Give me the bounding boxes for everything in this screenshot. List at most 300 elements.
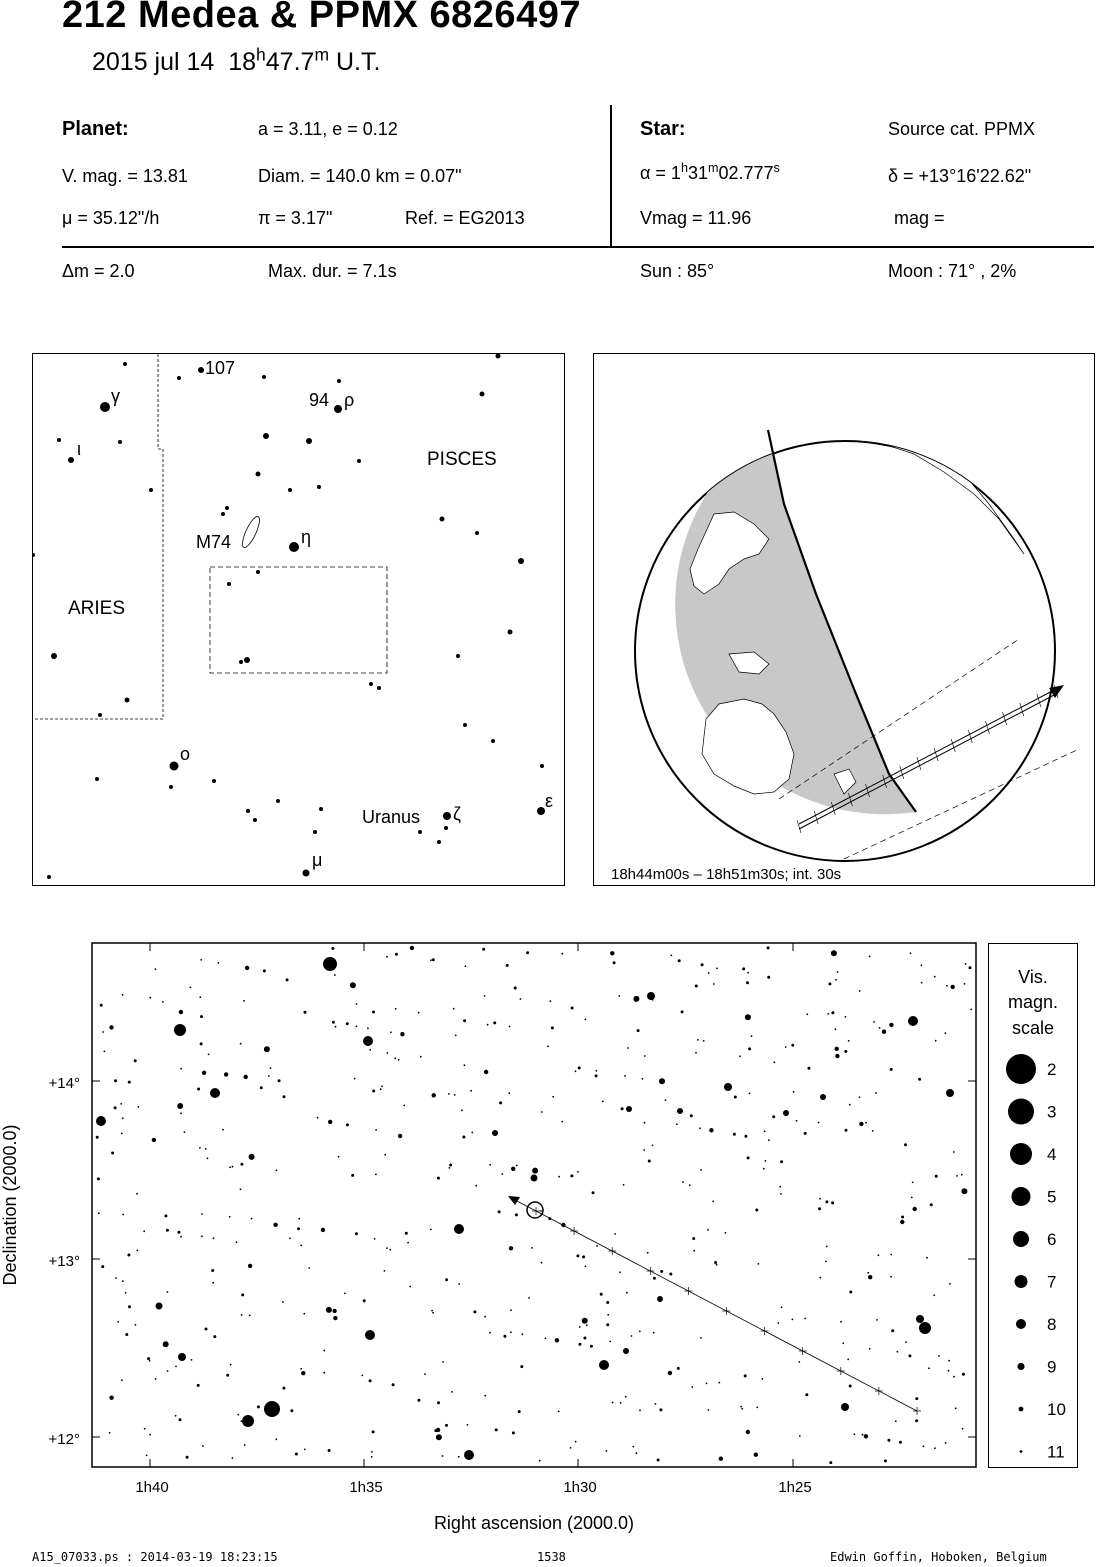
chart-star [210, 1088, 220, 1098]
chart-star [740, 1406, 742, 1408]
chart-star [297, 1227, 300, 1230]
chart-star [290, 1409, 293, 1412]
chart-star [690, 1114, 693, 1117]
chart-star [918, 1078, 921, 1081]
chart-star [606, 1301, 609, 1304]
scale-value-10: 10 [1047, 1400, 1066, 1419]
chart-star [747, 972, 749, 974]
chart-star [623, 1348, 629, 1354]
chart-star [455, 1035, 457, 1037]
scale-items [1006, 1054, 1066, 1462]
chart-star [596, 1245, 598, 1247]
field-star [463, 723, 467, 727]
chart-star [434, 1429, 437, 1432]
chart-star [935, 1175, 938, 1178]
chart-star [879, 1027, 881, 1029]
chart-star [767, 976, 770, 979]
chart-star [577, 1171, 579, 1173]
chart-star [371, 1456, 373, 1458]
chart-star [394, 1057, 396, 1059]
chart-star [268, 1075, 270, 1077]
chart-star [633, 996, 639, 1002]
chart-star [951, 985, 955, 989]
chart-star [579, 1326, 581, 1328]
chart-star [558, 1411, 560, 1413]
chart-star [276, 1169, 278, 1171]
chart-star [551, 1026, 554, 1029]
chart-star [518, 1410, 521, 1413]
chart-star [356, 1003, 358, 1005]
chart-star [606, 1450, 608, 1452]
chart-star [298, 1218, 300, 1220]
constellation-map [33, 354, 563, 884]
chart-star [691, 1386, 693, 1388]
chart-star [964, 983, 966, 985]
field-star [537, 807, 545, 815]
chart-star [780, 1193, 782, 1195]
chart-star [420, 1056, 422, 1058]
x-axis-label: Right ascension (2000.0) [433, 1513, 635, 1533]
star-chart-frame [92, 943, 976, 1467]
chart-star [308, 1267, 310, 1269]
chart-star [149, 1434, 151, 1436]
chart-star [670, 955, 672, 957]
chart-star [244, 1075, 248, 1079]
chart-star [464, 1450, 474, 1460]
chart-star [948, 1370, 950, 1372]
chart-star [257, 1405, 260, 1408]
chart-star [908, 1354, 911, 1357]
chart-star [114, 1106, 117, 1109]
field-star [319, 807, 323, 811]
chart-star [699, 1127, 701, 1129]
chart-star [541, 1262, 543, 1264]
field-star [443, 812, 451, 820]
chart-star [701, 963, 704, 966]
chart-star [372, 1011, 375, 1014]
chart-star [260, 1086, 263, 1089]
event-hour: 18 [228, 48, 257, 76]
chart-star [878, 1254, 880, 1256]
chart-star [700, 1169, 702, 1171]
scale-value-5: 5 [1047, 1187, 1057, 1207]
chart-star [655, 1403, 657, 1405]
scale-dot-8 [1016, 1319, 1026, 1329]
event-minute: 47.7 [265, 48, 315, 76]
chart-star [464, 1064, 466, 1066]
chart-star [962, 1428, 964, 1430]
chart-star [835, 1028, 837, 1030]
field-star [221, 512, 225, 516]
chart-star [576, 1254, 579, 1257]
chart-star [180, 1112, 182, 1114]
chart-star [317, 1117, 319, 1119]
chart-star [109, 1396, 113, 1400]
footer-file-info: A15_07033.ps : 2014-03-19 18:23:15 [32, 1550, 278, 1564]
chart-star [891, 1329, 894, 1332]
planet-heading: Planet: [62, 118, 129, 140]
chart-star [301, 1371, 305, 1375]
chart-star [841, 1403, 849, 1411]
chart-star [697, 1039, 699, 1041]
chart-star [398, 1134, 402, 1138]
event-datetime: 2015 jul 14 18$^h$47.7$^m$ U.T. [92, 44, 381, 76]
chart-star [806, 1013, 808, 1015]
chart-star [270, 1067, 272, 1069]
chart-star [578, 1343, 581, 1346]
chart-star [669, 1273, 672, 1276]
chart-star [245, 966, 249, 970]
chart-star [482, 948, 485, 951]
scale-dot-9 [1017, 1363, 1024, 1370]
chart-star [522, 1333, 524, 1335]
label-94: 94 [309, 390, 330, 410]
label-aries: ARIES [68, 598, 126, 619]
chart-star [372, 1090, 375, 1093]
scale-dot-2 [1006, 1054, 1036, 1084]
chart-star [229, 1216, 231, 1218]
chart-star [409, 1286, 411, 1288]
chart-star [749, 1093, 751, 1095]
chart-star [799, 1435, 801, 1437]
field-star [475, 531, 479, 535]
chart-star [386, 956, 388, 958]
chart-star [890, 1254, 892, 1256]
chart-star [938, 1355, 940, 1357]
chart-star [335, 1026, 337, 1028]
chart-star [387, 1052, 389, 1054]
scale-title-line-2: magn. [1007, 992, 1059, 1012]
chart-star [652, 999, 654, 1001]
chart-star [489, 1164, 491, 1166]
chart-star [835, 1054, 839, 1058]
chart-star [395, 1008, 397, 1010]
chart-star [208, 1053, 210, 1055]
chart-star [403, 1105, 405, 1107]
chart-star [868, 1275, 872, 1279]
chart-star [652, 1145, 654, 1147]
chart-star [956, 1175, 958, 1177]
chart-star [135, 1324, 137, 1326]
chart-star [751, 1035, 753, 1037]
chart-star [859, 990, 861, 992]
chart-star [849, 1104, 851, 1106]
chart-star [890, 1276, 892, 1278]
chart-star [923, 1445, 925, 1447]
chart-star [913, 1207, 917, 1211]
chart-star [779, 1186, 781, 1188]
chart-star [128, 1305, 131, 1308]
chart-star [179, 1010, 183, 1014]
chart-star [175, 1366, 177, 1368]
chart-star [845, 1016, 847, 1018]
chart-star [282, 1301, 284, 1303]
chart-star [869, 1348, 871, 1350]
scale-dot-3 [1008, 1099, 1034, 1125]
chart-star [820, 1094, 826, 1100]
chart-star [531, 1247, 533, 1249]
chart-star [659, 1078, 665, 1084]
chart-star [842, 1342, 844, 1344]
chart-star [716, 1264, 718, 1266]
chart-star [510, 1331, 512, 1333]
chart-star [282, 1387, 285, 1390]
chart-star [887, 1439, 890, 1442]
chart-star [300, 1245, 302, 1247]
chart-star [516, 1165, 518, 1167]
chart-star [854, 1433, 856, 1435]
constellation-map-panel [32, 353, 565, 886]
field-star [262, 375, 266, 379]
chart-star [763, 1168, 765, 1170]
chart-star [458, 1456, 460, 1458]
info-divider-vertical [610, 105, 612, 247]
field-star [263, 433, 269, 439]
chart-star [121, 1379, 123, 1381]
chart-star [659, 1408, 662, 1411]
chart-star [164, 1214, 167, 1217]
chart-star [146, 1455, 148, 1457]
chart-star [395, 953, 398, 956]
chart-star [706, 1383, 708, 1385]
moon-elongation: Moon : 71° , 2% [888, 261, 1017, 281]
chart-star [644, 1122, 646, 1124]
field-star [51, 653, 57, 659]
xtick-1h35: 1h35 [349, 1479, 383, 1496]
chart-star [264, 1401, 280, 1417]
chart-star [783, 1110, 789, 1116]
scale-dot-4 [1010, 1143, 1032, 1165]
chart-star [174, 1024, 186, 1036]
chart-star [346, 1022, 349, 1025]
chart-star [101, 1265, 104, 1268]
chart-star [719, 1457, 723, 1461]
chart-star [392, 1383, 395, 1386]
chart-star [642, 1078, 644, 1080]
chart-star [244, 1444, 246, 1446]
chart-star [338, 1156, 340, 1158]
chart-star [660, 1270, 663, 1273]
field-star [456, 654, 460, 658]
field-star [198, 367, 204, 373]
chart-star [621, 1107, 624, 1110]
chart-star [648, 1160, 651, 1163]
chart-star [791, 1044, 794, 1047]
chart-star [240, 1043, 242, 1045]
scale-value-6: 6 [1047, 1230, 1057, 1249]
chart-star [199, 1147, 201, 1149]
planet-orbit: a = 3.11, e = 0.12 [258, 119, 398, 139]
chart-star [595, 1074, 598, 1077]
page-title: 212 Medea & PPMX 6826497 [62, 0, 581, 36]
chart-star [97, 1177, 100, 1180]
chart-star [375, 1129, 377, 1131]
chart-star [725, 1232, 727, 1234]
chart-star [180, 1068, 182, 1070]
chart-star [484, 1070, 488, 1074]
field-star [57, 438, 61, 442]
chart-star [844, 1050, 847, 1053]
chart-star [484, 1316, 486, 1318]
chart-star [167, 1291, 169, 1293]
chart-star [489, 1332, 491, 1334]
chart-star [333, 1316, 337, 1320]
chart-star [162, 1001, 164, 1003]
chart-star [152, 1138, 156, 1142]
chart-star [865, 1122, 867, 1124]
chart-star [606, 1323, 609, 1326]
constellation-boundary [33, 354, 163, 719]
chart-star [774, 1061, 776, 1063]
chart-star [463, 1019, 466, 1022]
chart-star [374, 1238, 376, 1240]
chart-star [831, 1011, 834, 1014]
chart-star [945, 1442, 947, 1444]
chart-star [354, 1078, 356, 1080]
chart-star [539, 1460, 541, 1462]
chart-star [232, 1457, 234, 1459]
chart-star [249, 1154, 255, 1160]
chart-star [122, 1280, 124, 1282]
field-star [540, 764, 544, 768]
chart-star [746, 981, 749, 984]
chart-star [859, 1122, 863, 1126]
chart-star [328, 1449, 331, 1452]
chart-star [872, 1130, 874, 1132]
chart-star [155, 968, 157, 970]
chart-star [848, 1040, 850, 1042]
chart-star [265, 1411, 267, 1413]
chart-star [678, 959, 681, 962]
star-right-ascension: $\alpha = 1^h31^m02.777^s$ [640, 161, 780, 183]
chart-star [558, 1176, 560, 1178]
chart-star [540, 1210, 542, 1212]
chart-star [708, 972, 710, 974]
chart-star [837, 971, 839, 973]
scale-value-11: 11 [1047, 1442, 1065, 1462]
planet-vmag: V. mag. = 13.81 [62, 166, 188, 186]
chart-star [873, 1021, 875, 1023]
ytick-12: +12° [48, 1431, 80, 1448]
chart-star [492, 1130, 498, 1136]
chart-star [639, 1409, 641, 1411]
chart-star [273, 1223, 277, 1227]
chart-star [825, 1200, 828, 1203]
footer-author: Edwin Goffin, Hoboken, Belgium [830, 1550, 1047, 1564]
chart-star [431, 1310, 433, 1312]
chart-star [772, 1115, 775, 1118]
chart-star [695, 985, 698, 988]
chart-star [578, 1066, 581, 1069]
chart-star [798, 1361, 800, 1363]
field-star [177, 376, 181, 380]
chart-star [547, 1045, 549, 1047]
chart-star [915, 1419, 918, 1422]
chart-star [449, 1167, 451, 1169]
scale-value-8: 8 [1047, 1315, 1057, 1334]
chart-star [155, 1378, 157, 1380]
field-star [518, 558, 524, 564]
chart-star [520, 998, 522, 1000]
scale-value-4: 4 [1047, 1145, 1057, 1164]
chart-star [461, 1109, 463, 1111]
label-omicron: o [180, 744, 191, 764]
chart-star [741, 1408, 743, 1410]
chart-star [144, 1428, 146, 1430]
chart-star [166, 1229, 169, 1232]
chart-star [570, 1174, 573, 1177]
chart-star [454, 1094, 456, 1096]
chart-star [961, 1174, 963, 1176]
xtick-1h25: 1h25 [778, 1479, 812, 1496]
star-chart [0, 935, 985, 1545]
chart-star [689, 1184, 691, 1186]
field-star [212, 779, 216, 783]
chart-star [734, 1096, 737, 1099]
label-iota: ι [77, 439, 81, 459]
chart-star [585, 1265, 587, 1267]
ytick-13: +13° [48, 1253, 80, 1270]
xtick-1h40: 1h40 [135, 1479, 169, 1496]
field-star [289, 542, 299, 552]
chart-star [948, 1360, 950, 1362]
chart-star [623, 1184, 625, 1186]
chart-area-outline [210, 567, 387, 673]
field-star [100, 402, 110, 412]
chart-star [835, 1047, 839, 1051]
chart-star [332, 1021, 335, 1024]
chart-star [304, 1011, 307, 1014]
chart-star [125, 1292, 127, 1294]
chart-star [229, 1166, 231, 1168]
chart-star [962, 1373, 965, 1376]
chart-star [386, 1247, 388, 1249]
chart-star [212, 1282, 214, 1284]
chart-star [389, 1249, 391, 1251]
chart-star [792, 1319, 794, 1321]
star-mag: mag = [894, 208, 945, 228]
chart-star [432, 1312, 434, 1314]
chart-star [796, 1120, 798, 1122]
chart-star [744, 1374, 747, 1377]
star-declination: δ = +13°16'22.62" [888, 166, 1032, 186]
field-star [95, 777, 99, 781]
magnitude-drop: Δm = 2.0 [62, 261, 135, 281]
star-source-catalog: Source cat. PPMX [888, 119, 1036, 139]
label-eta: η [301, 527, 312, 547]
chart-star [163, 1341, 169, 1347]
xtick-1h30: 1h30 [563, 1479, 597, 1496]
chart-star [934, 976, 936, 978]
chart-star [356, 1025, 358, 1027]
chart-star [582, 1318, 588, 1324]
field-star [288, 488, 292, 492]
max-duration: Max. dur. = 7.1s [268, 261, 397, 281]
y-axis-label: Declination (2000.0) [0, 1124, 20, 1286]
field-star [418, 830, 422, 834]
chart-star [502, 1173, 504, 1175]
planet-motion: μ = 35.12"/h [62, 208, 160, 228]
field-star [337, 379, 341, 383]
chart-star [369, 1379, 372, 1382]
chart-star [781, 1306, 783, 1308]
chart-star [398, 1059, 400, 1061]
field-star [256, 570, 260, 574]
chart-star [585, 1019, 587, 1021]
label-mu: μ [312, 850, 323, 870]
chart-star [121, 1133, 123, 1135]
chart-star [619, 1271, 621, 1273]
